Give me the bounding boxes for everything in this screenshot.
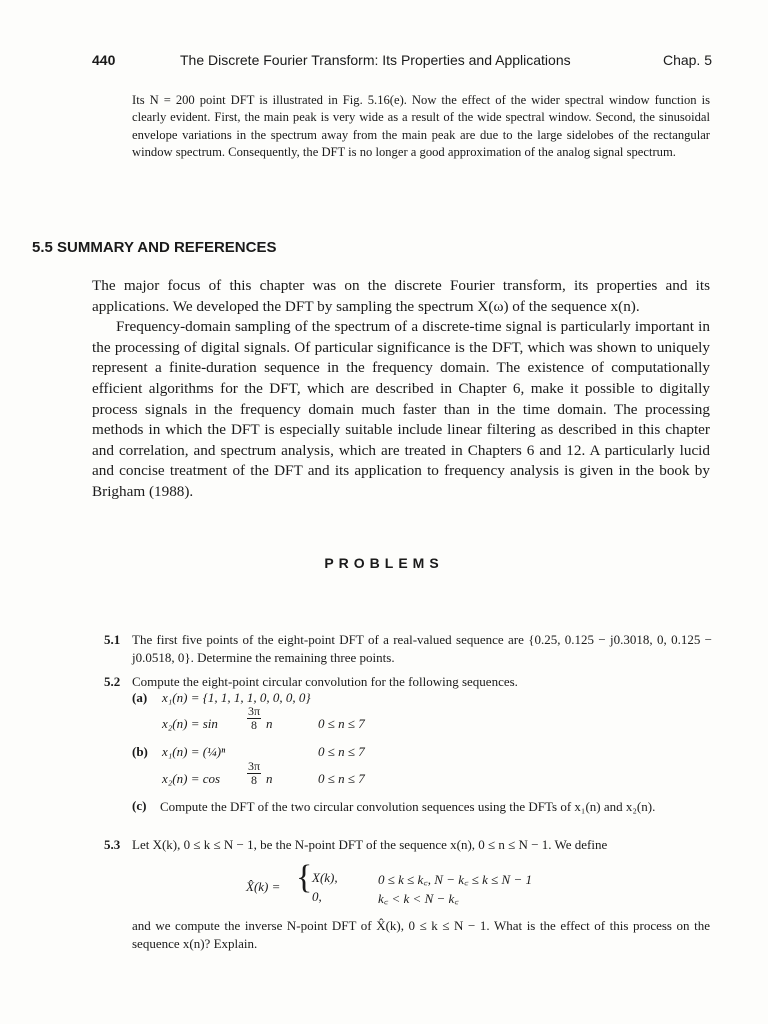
part-a-label: (a)	[132, 690, 148, 705]
part-b-label: (b)	[132, 744, 148, 759]
running-title: The Discrete Fourier Transform: Its Properties and Applications	[180, 52, 571, 68]
fraction-denominator: 8	[251, 718, 258, 732]
closing-text: and we compute the inverse N-point DFT of X̂(k), 0 ≤ k ≤ N − 1. What is the effect of this process on the sequence x(n)? Explain.	[132, 918, 710, 951]
part-b-fraction	[247, 761, 261, 788]
intro-paragraph: Its N = 200 point DFT is illustrated in Fig. 5.16(e). Now the effect of the wider spectral window function is clearly evident. First, the main peak is very wide as a result of the wide spectral window. Second, the sinusoidal envelope variations in the spectrum away from the main peak are due to the large sidelobes of the rectangular window spectrum. Consequently, the DFT is no longer a good approximation of the analog signal spectrum.	[132, 93, 710, 160]
running-header	[92, 52, 712, 68]
part-b-range: 0 ≤ n ≤ 7	[318, 744, 365, 759]
problem-text: The first five points of the eight-point DFT of a real-valued sequence are {0.25, 0.125 − j0.3018, 0, 0.125 − j0.0518, 0}. Determine the remaining three points.	[132, 632, 712, 665]
part-b-x2-var: n	[266, 771, 273, 786]
part-c-text: Compute the DFT of the two circular convolution sequences using the DFTs of x₁(n) and x₂(n).	[160, 799, 656, 814]
part-b-x1: x₁(n) = (¼)ⁿ	[162, 744, 226, 759]
fraction-denominator: 8	[251, 773, 258, 787]
problem-5-3-closing	[132, 917, 710, 952]
problem-5-2	[104, 673, 712, 691]
problem-5-3	[104, 836, 712, 854]
problem-number: 5.2	[104, 674, 121, 689]
part-c	[132, 798, 710, 816]
case-1-value: X(k),	[312, 870, 338, 885]
problem-text: Compute the eight-point circular convolution for the following sequences.	[132, 674, 518, 689]
page-number: 440	[92, 52, 116, 68]
definition-lhs: X̂(k) =	[246, 879, 281, 894]
part-b-x2-range: 0 ≤ n ≤ 7	[318, 771, 365, 786]
problem-number: 5.3	[104, 837, 121, 852]
problem-text: Let X(k), 0 ≤ k ≤ N − 1, be the N-point DFT of the sequence x(n), 0 ≤ n ≤ N − 1. We define	[132, 837, 608, 852]
fraction-numerator: 3π	[248, 704, 261, 718]
fraction-numerator: 3π	[248, 759, 261, 773]
cases-brace: {	[296, 859, 313, 896]
problem-5-1	[104, 631, 712, 666]
part-a-x2-lhs: x₂(n) = sin	[162, 716, 218, 731]
part-b-x2-lhs: x₂(n) = cos	[162, 771, 221, 786]
problems-heading: PROBLEMS	[324, 555, 444, 571]
summary-body	[92, 276, 710, 503]
case-1-condition: 0 ≤ k ≤ k꜀, N − k꜀ ≤ k ≤ N − 1	[378, 872, 533, 887]
part-a-range: 0 ≤ n ≤ 7	[318, 716, 365, 731]
chapter-label: Chap. 5	[662, 52, 712, 68]
summary-paragraph-1: The major focus of this chapter was on the discrete Fourier transform, its properties and its applications. We developed the DFT by sampling the spectrum X(ω) of the sequence x(n).	[92, 277, 710, 315]
part-a-fraction	[247, 706, 261, 733]
problem-number: 5.1	[104, 632, 121, 647]
case-2-value: 0,	[312, 889, 322, 904]
part-c-label: (c)	[132, 798, 147, 813]
summary-paragraph-2: Frequency-domain sampling of the spectrum of a discrete-time signal is particularly important in the processing of digital signals. Of particular significance is the DFT, which was shown to uniquely represent a finite-duration sequence in the frequency domain. The existence of computationally efficient algorithms for the DFT, which are described in Chapter 6, make it possible to digitally process signals in the frequency domain much faster than in the time domain. The processing methods in which the DFT is especially suitable include linear filtering as described in this chapter and correlation, and spectrum analysis, which are treated in Chapters 6 and 12. A particularly lucid and concise treatment of the DFT and its application to frequency analysis is given in the book by Brigham (1988).	[92, 318, 710, 500]
part-a-x2-var: n	[266, 716, 273, 731]
part-a-x1: x₁(n) = {1, 1, 1, 1, 0, 0, 0, 0}	[162, 690, 311, 705]
case-2-condition: k꜀ < k < N − k꜀	[378, 891, 459, 906]
section-heading: 5.5 SUMMARY AND REFERENCES	[32, 239, 277, 256]
